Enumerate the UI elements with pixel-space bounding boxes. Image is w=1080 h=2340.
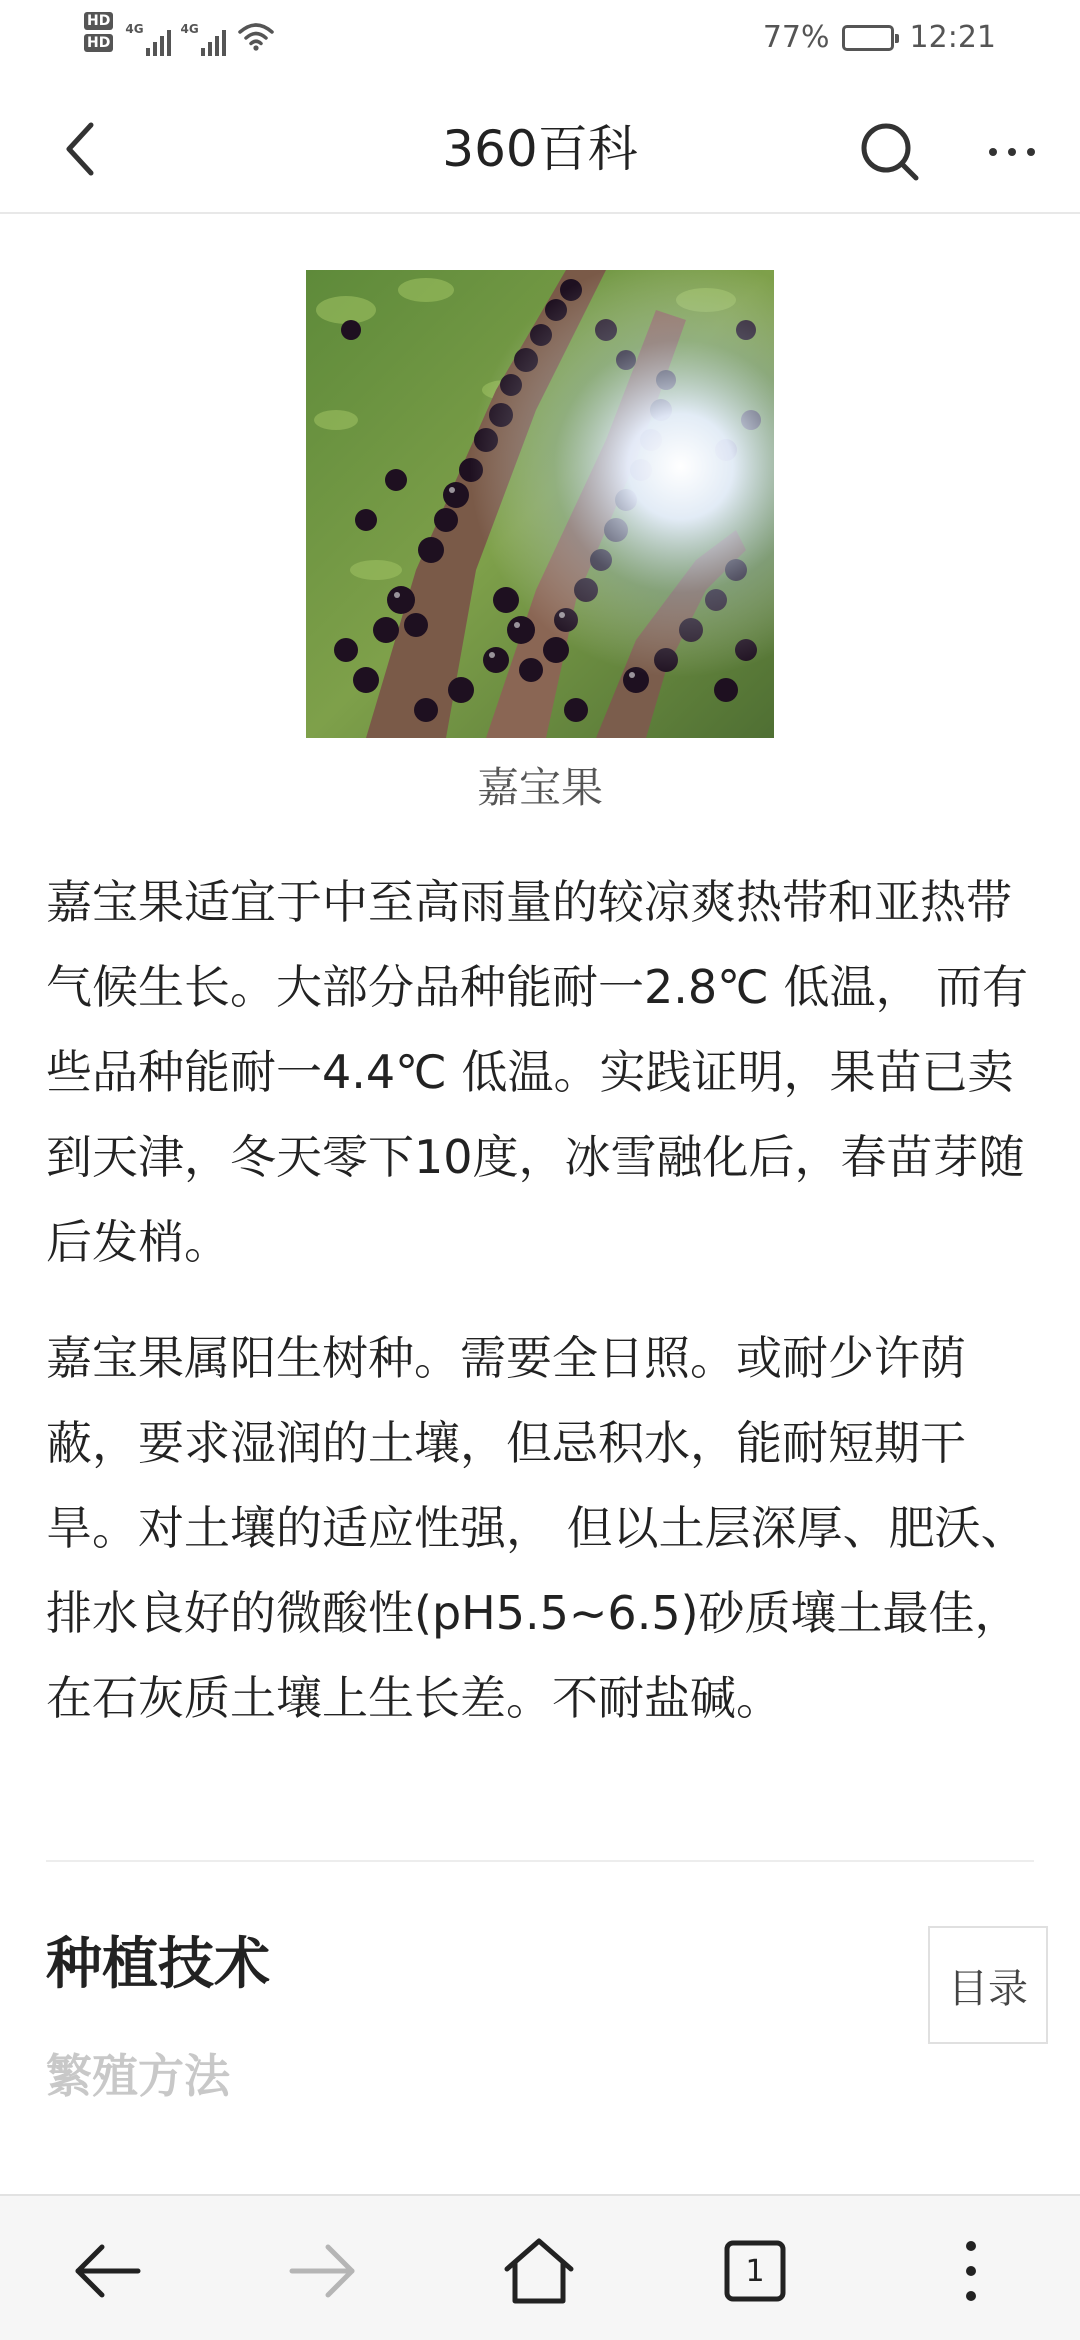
hd-indicators bbox=[84, 12, 113, 52]
search-button[interactable] bbox=[852, 114, 928, 190]
arrow-right-icon bbox=[288, 2241, 358, 2301]
section-title: 种植技术 bbox=[46, 1932, 270, 1997]
table-of-contents-button[interactable]: 目录 bbox=[928, 1926, 1048, 2044]
section-divider bbox=[46, 1860, 1034, 1862]
image-caption: 嘉宝果 bbox=[476, 763, 603, 812]
paragraph-climate: 嘉宝果适宜于中至高雨量的较凉爽热带和亚热带气候生长。大部分品种能耐一2.8℃ 低温， 而有些品种能耐一4.4℃ 低温。实践证明，果苗已卖到天津，冬天零下10度，冰雪融化后，春苗芽随后发梢。 bbox=[46, 875, 1029, 1269]
paragraph-soil: 嘉宝果属阳生树种。需要全日照。或耐少许荫蔽，要求湿润的土壤，但忌积水，能耐短期干旱。对土壤的适应性强， 但以土层深厚、肥沃、排水良好的微酸性(pH5.5~6.5)砂质壤土最佳， 在石灰质土壤上生长差。不耐盐碱。 bbox=[46, 1331, 1027, 1725]
signal-bars-2-icon bbox=[201, 26, 226, 56]
tabs-count: 1 bbox=[745, 2253, 765, 2289]
status-bar bbox=[0, 0, 1080, 84]
battery-percent: 77% bbox=[762, 20, 830, 55]
page-title: 360百科 bbox=[442, 120, 638, 178]
subsection-title: 繁殖方法 bbox=[46, 2049, 230, 2103]
hd1-badge: HD bbox=[84, 12, 113, 30]
home-icon bbox=[501, 2235, 577, 2307]
more-options-button[interactable] bbox=[980, 114, 1044, 190]
more-horizontal-icon bbox=[987, 146, 1037, 158]
nav-home-button[interactable] bbox=[494, 2226, 584, 2316]
signal-bars-1-icon bbox=[146, 26, 171, 56]
status-right bbox=[763, 20, 996, 55]
bottom-nav-bar bbox=[0, 2194, 1080, 2340]
hd2-badge: HD bbox=[84, 34, 113, 52]
title-bar bbox=[0, 84, 1080, 214]
nav-back-button[interactable] bbox=[62, 2226, 152, 2316]
network-type-1: 4G bbox=[125, 22, 144, 36]
status-left bbox=[84, 12, 274, 56]
signal-sim1 bbox=[125, 12, 170, 56]
wifi-icon bbox=[238, 22, 274, 56]
network-type-2: 4G bbox=[180, 22, 199, 36]
nav-menu-button[interactable] bbox=[926, 2226, 1016, 2316]
battery-icon bbox=[842, 25, 894, 51]
clock: 12:21 bbox=[909, 20, 996, 55]
nav-forward-button[interactable] bbox=[278, 2226, 368, 2316]
more-vertical-icon bbox=[964, 2239, 978, 2303]
search-icon bbox=[858, 120, 922, 184]
signal-sim2 bbox=[181, 12, 226, 56]
nav-tabs-button[interactable] bbox=[710, 2226, 800, 2316]
arrow-left-icon bbox=[72, 2241, 142, 2301]
jaboticaba-image[interactable] bbox=[306, 270, 774, 738]
